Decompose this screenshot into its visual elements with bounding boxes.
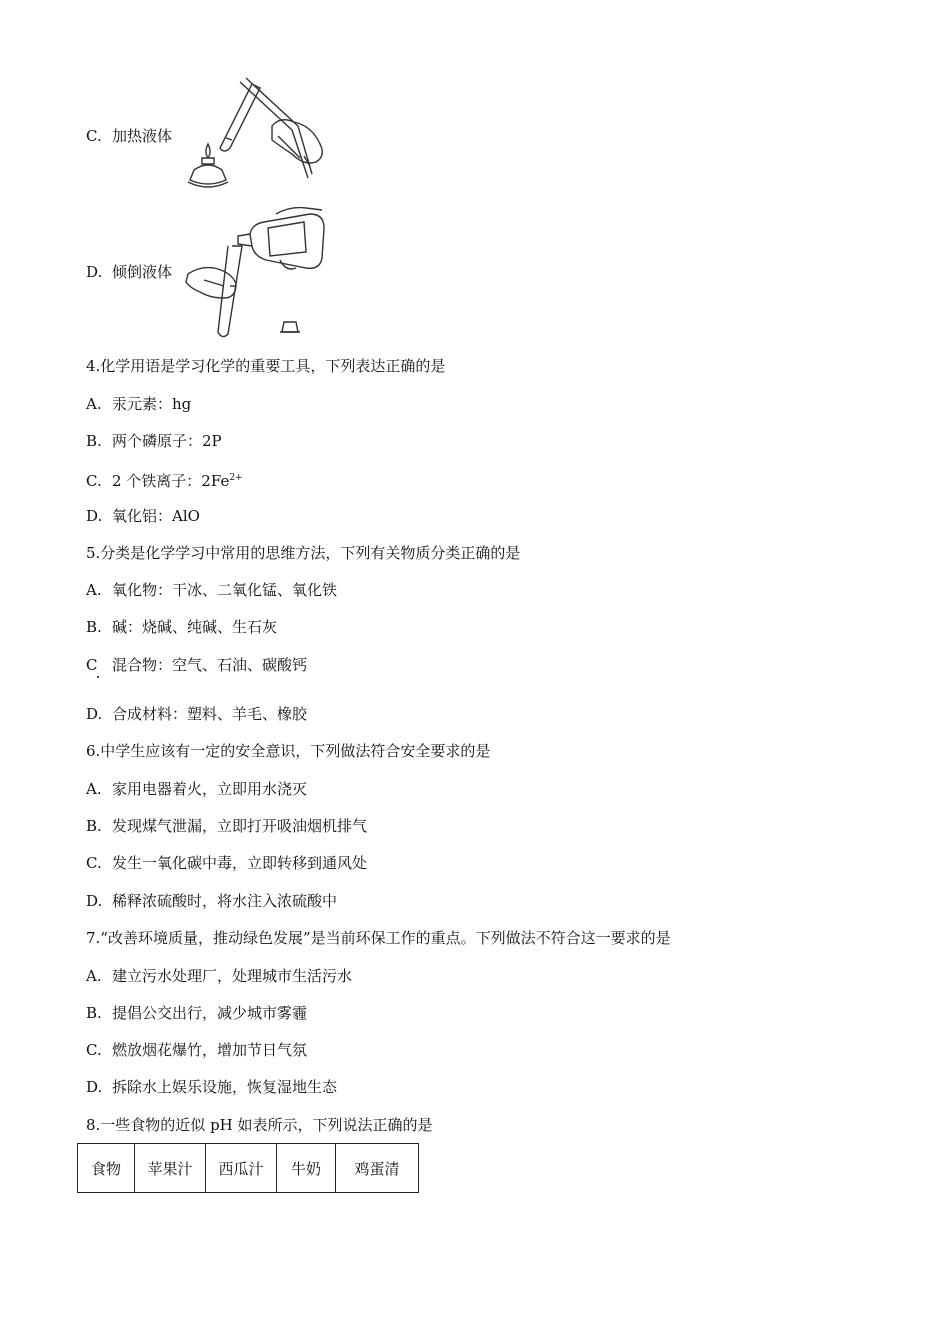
table-cell: 苹果汁: [135, 1144, 206, 1193]
table-cell: 西瓜汁: [206, 1144, 277, 1193]
q3-option-c: C. 加热液体: [86, 127, 173, 145]
q5-option-b: B. 碱：烧碱、纯碱、生石灰: [86, 618, 278, 636]
q6-option-a: A. 家用电器着火，立即用水浇灭: [86, 780, 308, 798]
q7-option-c: C. 燃放烟花爆竹，增加节日气氛: [86, 1041, 308, 1059]
q7-stem: 7.“改善环境质量，推动绿色发展”是当前环保工作的重点。下列做法不符合这一要求的是: [86, 929, 671, 947]
q4-option-b: B. 两个磷原子：2P: [86, 432, 222, 450]
heating-liquid-figure: [180, 74, 330, 192]
table-row: [78, 1144, 419, 1193]
q7-option-a: A. 建立污水处理厂，处理城市生活污水: [86, 967, 353, 985]
stray-dot: [97, 676, 99, 678]
q4-option-a: A. 汞元素：hg: [86, 395, 192, 413]
q3-option-d: D. 倾倒液体: [86, 263, 173, 281]
q4-option-c: C. 2 个铁离子：$2Fe^{2+}$: [86, 472, 243, 490]
table-cell: 牛奶: [277, 1144, 336, 1193]
q5-option-a: A. 氧化物：干冰、二氧化锰、氧化铁: [86, 581, 338, 599]
q7-option-b: B. 提倡公交出行，减少城市雾霾: [86, 1004, 308, 1022]
q7-option-d: D. 拆除水上娱乐设施，恢复湿地生态: [86, 1078, 338, 1096]
q8-stem: 8.一些食物的近似 pH 如表所示，下列说法正确的是: [86, 1116, 433, 1134]
q6-option-c: C. 发生一氧化碳中毒，立即转移到通风处: [86, 854, 368, 872]
charge-superscript: 2+: [229, 473, 243, 483]
q6-option-b: B. 发现煤气泄漏，立即打开吸油烟机排气: [86, 817, 368, 835]
pouring-liquid-figure: [180, 206, 330, 340]
q6-stem: 6.中学生应该有一定的安全意识，下列做法符合安全要求的是: [86, 742, 491, 760]
q5-stem: 5.分类是化学学习中常用的思维方法，下列有关物质分类正确的是: [86, 544, 521, 562]
q6-option-d: D. 稀释浓硫酸时，将水注入浓硫酸中: [86, 892, 338, 910]
q4-option-d: D. 氧化铝：AlO: [86, 507, 200, 525]
ph-table: [77, 1143, 419, 1193]
q4-stem: 4.化学用语是学习化学的重要工具，下列表达正确的是: [86, 357, 446, 375]
q5-option-c: C 混合物：空气、石油、碳酸钙: [86, 656, 308, 674]
table-cell: 食物: [78, 1144, 135, 1193]
q5-option-d: D. 合成材料：塑料、羊毛、橡胶: [86, 705, 308, 723]
table-cell: 鸡蛋清: [336, 1144, 419, 1193]
